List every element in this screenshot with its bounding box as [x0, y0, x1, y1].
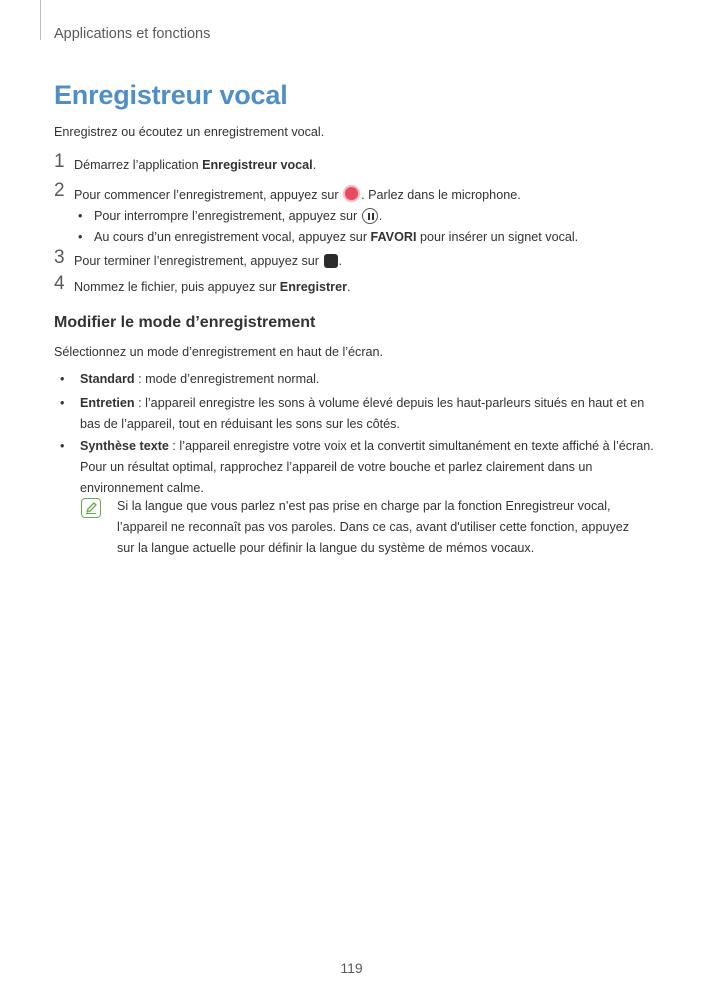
note-pencil-icon	[81, 498, 101, 518]
step-text-pre: Pour terminer l’enregistrement, appuyez sur	[74, 254, 323, 268]
step-text	[74, 252, 342, 270]
header-divider	[40, 0, 41, 40]
mode-name: Synthèse texte	[80, 439, 169, 453]
note-text: Si la langue que vous parlez n’est pas prise en charge par la fonction Enregistreur vocal, l’appareil ne reconnaît pas vos paroles. Dans ce cas, avant d'utiliser cette fonction, appuyez sur la langue actuelle pour définir la langue du système de mémos vocaux.	[117, 499, 630, 555]
step-text-pre: Nommez le fichier, puis appuyez sur	[74, 280, 280, 294]
step-text-post: .	[347, 280, 351, 294]
mode-name: Entretien	[80, 396, 135, 410]
step-number: 1	[54, 151, 65, 172]
bullet-marker: •	[78, 209, 83, 223]
substep-text	[94, 228, 578, 246]
step-text-post: . Parlez dans le microphone.	[361, 188, 521, 202]
header-section-title: Applications et fonctions	[54, 26, 211, 42]
step-text-post: .	[312, 158, 317, 172]
bullet-marker: •	[60, 396, 65, 410]
step-text	[74, 156, 316, 174]
substep-text-post: .	[378, 209, 383, 223]
step-bold-term: Enregistreur vocal	[202, 158, 313, 172]
page-title: Enregistreur vocal	[54, 80, 288, 110]
step-text-pre: Pour commencer l’enregistrement, appuyez sur	[74, 188, 343, 202]
record-button-icon	[343, 185, 360, 202]
bullet-marker: •	[78, 230, 83, 244]
intro-text: Enregistrez ou écoutez un enregistrement vocal.	[54, 125, 325, 139]
step-bold-term: Enregistrer	[279, 280, 347, 294]
bullet-marker: •	[60, 439, 65, 453]
section-intro: Sélectionnez un mode d’enregistrement en haut de l’écran.	[54, 345, 384, 359]
step-text	[74, 185, 521, 204]
pencil-glyph	[84, 501, 98, 515]
mode-text: : mode d’enregistrement normal.	[134, 372, 320, 386]
bullet-marker: •	[60, 372, 65, 386]
substep-text	[94, 207, 382, 225]
page-number: 119	[340, 960, 363, 976]
step-number: 3	[54, 247, 65, 268]
substep-text-pre: Au cours d’un enregistrement vocal, appuyez sur	[94, 230, 371, 244]
step-number: 2	[54, 180, 65, 201]
mode-description	[80, 393, 660, 435]
step-number: 4	[54, 273, 65, 294]
section-heading: Modifier le mode d’enregistrement	[54, 314, 316, 331]
mode-text: : l’appareil enregistre les sons à volume élevé depuis les haut-parleurs situés en haut et en bas de l’appareil, tout en réduisant les sons sur les côtés.	[80, 396, 645, 431]
pause-button-icon	[362, 208, 378, 224]
substep-bold-term: FAVORI	[370, 230, 417, 244]
step-text-post: .	[338, 254, 342, 268]
mode-text: : l’appareil enregistre votre voix et la convertit simultanément en texte affiché à l’écran. Pour un résultat optimal, rapprochez l’appareil de votre bouche et parlez clairement dans un environnement calme.	[80, 439, 654, 495]
step-text-pre: Démarrez l’application	[74, 158, 203, 172]
stop-button-icon	[324, 254, 338, 268]
mode-description	[80, 369, 660, 390]
substep-text-post: pour insérer un signet vocal.	[416, 230, 579, 244]
mode-name: Standard	[80, 372, 135, 386]
step-text	[74, 278, 351, 296]
mode-description	[80, 436, 660, 499]
substep-text-pre: Pour interrompre l’enregistrement, appuyez sur	[94, 209, 361, 223]
